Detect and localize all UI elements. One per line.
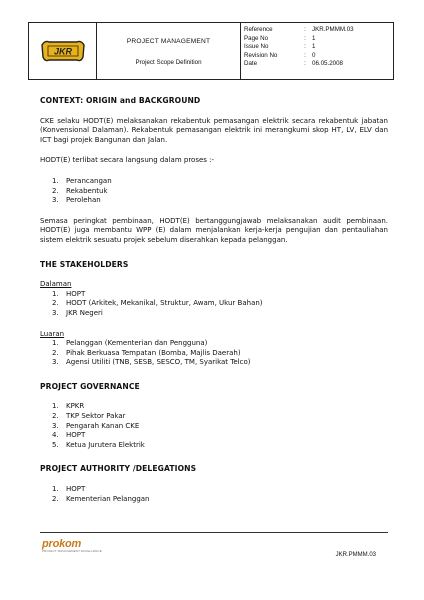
context-paragraph-3: Semasa peringkat pembinaan, HODT(E) bertanggungjawab melaksanakan audit pembinaan. HODT(E) juga membantu WPP (E) dalam menjalankan kerja-kerja pengujian dan pentauliahan sistem elektrik sesuatu projek sebelum diserahkan kepada pelanggan. — [40, 216, 388, 244]
authority-list — [40, 485, 388, 504]
meta-colon: : — [304, 60, 306, 68]
meta-row-date — [244, 60, 389, 69]
prokom-logo — [42, 538, 102, 553]
list-item: 3. Perolehan — [52, 196, 101, 205]
subheading-luaran: Luaran — [40, 329, 65, 338]
meta-row-reference — [244, 26, 389, 35]
list-item: 3. Pengarah Kanan CKE — [52, 421, 140, 430]
header-title-cell — [97, 23, 241, 79]
meta-label: Issue No — [244, 43, 269, 51]
meta-colon: : — [304, 34, 306, 42]
header-meta — [241, 23, 393, 79]
context-paragraph-1: CKE selaku HODT(E) melaksanakan rekabentuk pemasangan elektrik secara rekabentuk jabatan (Konvensional Dalaman). Rekabentuk pemasangan elektrik ini merangkumi skop HT, LV, ELV dan ICT bagi projek Bangunan dan Jalan. — [40, 116, 388, 144]
list-item: 5. Ketua Jurutera Elektrik — [52, 440, 145, 449]
meta-value: JKR.PMMM.03 — [312, 26, 354, 33]
section-title-context: CONTEXT: ORIGIN and BACKGROUND — [40, 96, 201, 105]
logo-text: JKR — [53, 46, 72, 57]
list-item: 2. HODT (Arkitek, Mekanikal, Struktur, Awam, Ukur Bahan) — [52, 299, 263, 308]
header-title: PROJECT MANAGEMENT — [126, 38, 211, 45]
header-subtitle: Project Scope Definition — [135, 59, 202, 66]
meta-colon: : — [304, 51, 306, 59]
meta-label: Reference — [244, 26, 273, 33]
meta-label: Date — [244, 60, 258, 68]
jkr-logo-cell — [29, 23, 97, 79]
meta-value: 06.05.2008 — [312, 60, 343, 68]
process-list — [40, 177, 388, 206]
meta-colon: : — [304, 43, 306, 51]
meta-row-revision — [244, 52, 389, 61]
footer-divider — [40, 532, 388, 533]
list-item: 2. Rekabentuk — [52, 186, 108, 195]
list-item: 1. Perancangan — [52, 176, 112, 185]
meta-value: 1 — [312, 43, 316, 51]
governance-list — [40, 402, 388, 450]
section-title-authority: PROJECT AUTHORITY /DELEGATIONS — [40, 464, 197, 474]
context-paragraph-2: HODT(E) terlibat secara langsung dalam proses :- — [40, 156, 215, 165]
dalaman-list — [40, 290, 388, 319]
list-item: 2. Pihak Berkuasa Tempatan (Bomba, Majlis Daerah) — [52, 348, 241, 357]
list-item: 2. Kementerian Pelanggan — [52, 494, 150, 503]
meta-label: Revision No — [244, 51, 278, 59]
list-item: 3. JKR Negeri — [52, 308, 103, 317]
meta-label: Page No — [244, 34, 269, 42]
prokom-tagline: PROJECT MANAGEMENT EXCELLENCE — [42, 549, 102, 553]
list-item: 2. TKP Sektor Pakar — [52, 412, 126, 421]
meta-row-page — [244, 35, 389, 44]
document-header — [28, 22, 394, 80]
list-item: 1. HOPT — [52, 485, 86, 494]
luaran-list — [40, 339, 388, 368]
list-item: 3. Agensi Utiliti (TNB, SESB, SESCO, TM, Syarikat Telco) — [52, 358, 251, 367]
list-item: 4. HOPT — [52, 431, 86, 440]
document-body — [40, 96, 388, 504]
prokom-brand: prokom — [42, 538, 82, 550]
meta-value: 0 — [312, 51, 316, 59]
footer-reference: JKR.PMMM.03 — [335, 552, 376, 558]
jkr-logo-icon — [39, 36, 87, 66]
section-title-stakeholders: THE STAKEHOLDERS — [40, 259, 129, 269]
meta-value: 1 — [312, 34, 316, 42]
list-item: 1. Pelanggan (Kementerian dan Pengguna) — [52, 339, 208, 348]
subheading-dalaman: Dalaman — [40, 280, 72, 289]
list-item: 1. KPKR — [52, 402, 85, 411]
meta-row-issue — [244, 43, 389, 52]
list-item: 1. HOPT — [52, 289, 86, 298]
section-title-governance: PROJECT GOVERNANCE — [40, 381, 140, 391]
meta-colon: : — [304, 26, 306, 33]
